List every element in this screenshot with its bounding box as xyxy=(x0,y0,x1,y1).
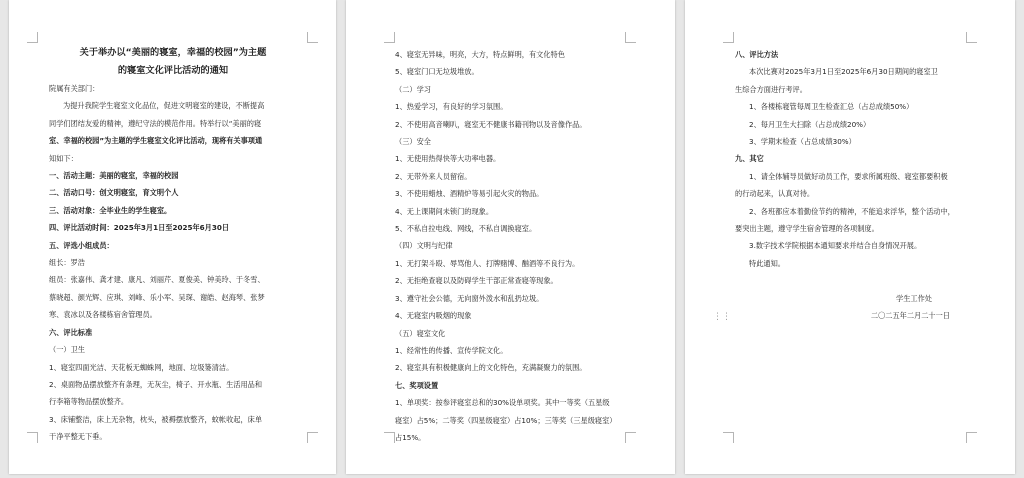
list-item: 2、无拒绝查寝以及防碍学生干部正常查寝等现象。 xyxy=(395,276,558,286)
document-page-1 xyxy=(9,0,336,474)
paragraph-line: 同学们团结友爱的精神，遵纪守法的模范作用。特举行以“美丽的寝 xyxy=(49,118,262,128)
paragraph-line: 本次比赛对2025年3月1日至2025年6月30日期间的寝室卫 xyxy=(749,67,938,77)
list-item: 寝室）占5%；二等奖（四星级寝室）占10%；三等奖（三星级寝室） xyxy=(395,415,617,425)
list-item: 3、床铺整洁，床上无杂物，枕头，被褥摆放整齐，蚊帐收起，床单 xyxy=(49,414,263,424)
spacer xyxy=(735,272,970,289)
page-2-text xyxy=(395,46,645,446)
margin-marker xyxy=(27,432,38,443)
margin-marker xyxy=(384,32,395,43)
signer: 学生工作处 xyxy=(896,293,932,303)
margin-marker xyxy=(307,32,318,43)
list-item: 5、不私自拉电线、网线，不私自调换寝室。 xyxy=(395,224,537,234)
salutation: 院属有关部门： xyxy=(49,84,100,93)
list-item: 3、不使用蜡烛、酒精炉等易引起火灾的物品。 xyxy=(395,189,544,199)
paragraph-line: 组员：张嘉伟、龚才建、康凡、刘丽芹、夏俊美、钟美玲、于冬雪、 xyxy=(49,275,265,285)
drag-handle-icon[interactable]: ⋮⋮ xyxy=(713,312,731,322)
margin-marker xyxy=(27,32,38,43)
list-item: 2、每月卫生大扫除（占总成绩20%） xyxy=(749,119,871,129)
list-item: 1、各楼栋寝管每周卫生检查汇总（占总成绩50%） xyxy=(749,102,914,112)
paragraph-line: 知如下： xyxy=(49,153,78,163)
margin-marker xyxy=(966,432,977,443)
list-item: 占15%。 xyxy=(395,432,426,442)
paragraph-line: 室、幸福的校园”为主题的学生寝室文化评比活动，现将有关事项通 xyxy=(49,136,263,146)
list-item: 3、学期末检查（占总成绩30%） xyxy=(749,137,856,147)
list-item: 2、各班都应本着勤俭节约的精神，不能追求浮华，整个活动中， xyxy=(749,206,955,216)
list-item: 的行动起来，认真对待。 xyxy=(735,189,815,199)
list-item: 2、寝室具有积极健康向上的文化特色，充满凝聚力的氛围。 xyxy=(395,363,587,373)
list-item: 1、请全体辅导员做好动员工作，要求所属班级、寝室都要积极 xyxy=(749,171,948,181)
list-item: 1、单项奖：按参评寝室总和的30%设单项奖。其中一等奖（五星级 xyxy=(395,398,610,408)
page-1-text xyxy=(49,44,297,446)
section-heading: 八、评比方法 xyxy=(735,50,779,59)
margin-marker xyxy=(723,32,734,43)
list-item: 4、寝室无异味，明亮，大方，特点鲜明，有文化特色 xyxy=(395,50,565,59)
list-item: 4、无寝室内吸烟的现象 xyxy=(395,311,472,321)
page-3-text xyxy=(735,46,970,324)
section-heading: 九、其它 xyxy=(735,154,764,164)
list-item: 要突出主题，遵守学生宿舍管理的各项制度。 xyxy=(735,224,879,234)
margin-marker xyxy=(625,32,636,43)
margin-marker xyxy=(307,432,318,443)
paragraph-line: 生综合方面进行考评。 xyxy=(735,84,807,94)
list-item: 1、经常性的传播、宣传学院文化。 xyxy=(395,345,508,355)
subsection-heading: （二）学习 xyxy=(395,84,431,94)
paragraph-line: 为提升我院学生寝室文化品位，促进文明寝室的建设，不断提高 xyxy=(63,101,265,111)
margin-marker xyxy=(723,432,734,443)
signature-date: 二〇二五年二月二十一日 xyxy=(870,311,950,321)
list-item: 3、遵守社会公德，无向窗外泼水和乱扔垃圾。 xyxy=(395,293,544,303)
section-heading: 一、活动主题：美丽的寝室，幸福的校园 xyxy=(49,171,179,181)
list-item: 2、不使用高音喇叭，寝室无不健康书籍刊物以及音像作品。 xyxy=(395,119,587,129)
section-heading: 五、评选小组成员： xyxy=(49,240,114,250)
section-heading: 三、活动对象：全毕业生的学生寝室。 xyxy=(49,205,172,215)
list-item: 1、无打架斗殴、辱骂他人、打牌赌博、酗酒等不良行为。 xyxy=(395,258,580,268)
paragraph-line: 寒、袁冰以及各楼栋宿舍管理员。 xyxy=(49,310,157,320)
document-page-2 xyxy=(346,0,675,474)
paragraph-line: 组长：罗浩 xyxy=(49,258,85,268)
section-heading: 四、评比活动时间：2025年3月1日至2025年6月30日 xyxy=(49,223,230,233)
document-page-3 xyxy=(685,0,1015,474)
list-item: 行李箱等物品摆放整齐。 xyxy=(49,397,129,407)
list-item: 5、寝室门口无垃圾堆放。 xyxy=(395,67,479,77)
list-item: 1、热爱学习，有良好的学习氛围。 xyxy=(395,102,508,112)
list-item: 2、桌面物品摆放整齐有条理，无灰尘，椅子、开水瓶、生活用品和 xyxy=(49,379,263,389)
document-title: 关于举办以“美丽的寝室，幸福的校园”为主题 xyxy=(79,47,267,58)
subsection-heading: （三）安全 xyxy=(395,137,431,147)
list-item: 2、无带外来人员留宿。 xyxy=(395,171,472,181)
subsection-heading: （一）卫生 xyxy=(49,345,85,355)
paragraph-line: 蔡晓超、颜光辉、应琪、刘峰、乐小军、吴琛、谢皓、赵海琴、张梦 xyxy=(49,292,265,302)
list-item: 4、无上课期间未锁门的现象。 xyxy=(395,206,494,216)
section-heading: 二、活动口号：创文明寝室，育文明个人 xyxy=(49,188,179,198)
document-title: 的寝室文化评比活动的通知 xyxy=(117,65,229,76)
subsection-heading: （五）寝室文化 xyxy=(395,328,446,338)
list-item: 1、无使用热得快等大功率电器。 xyxy=(395,154,501,164)
subsection-heading: （四）文明与纪律 xyxy=(395,241,453,251)
list-item: 3.数字技术学院根据本通知要求并结合自身情况开展。 xyxy=(749,241,922,251)
closing-note: 特此通知。 xyxy=(749,258,785,268)
margin-marker xyxy=(966,32,977,43)
section-heading: 六、评比标准 xyxy=(49,327,93,337)
margin-marker xyxy=(384,432,395,443)
section-heading: 七、奖项设置 xyxy=(395,380,439,390)
list-item: 干净平整无下垂。 xyxy=(49,432,107,442)
list-item: 1、寝室四面光洁、天花板无蜘蛛网，地面、垃圾篓清洁。 xyxy=(49,362,234,372)
